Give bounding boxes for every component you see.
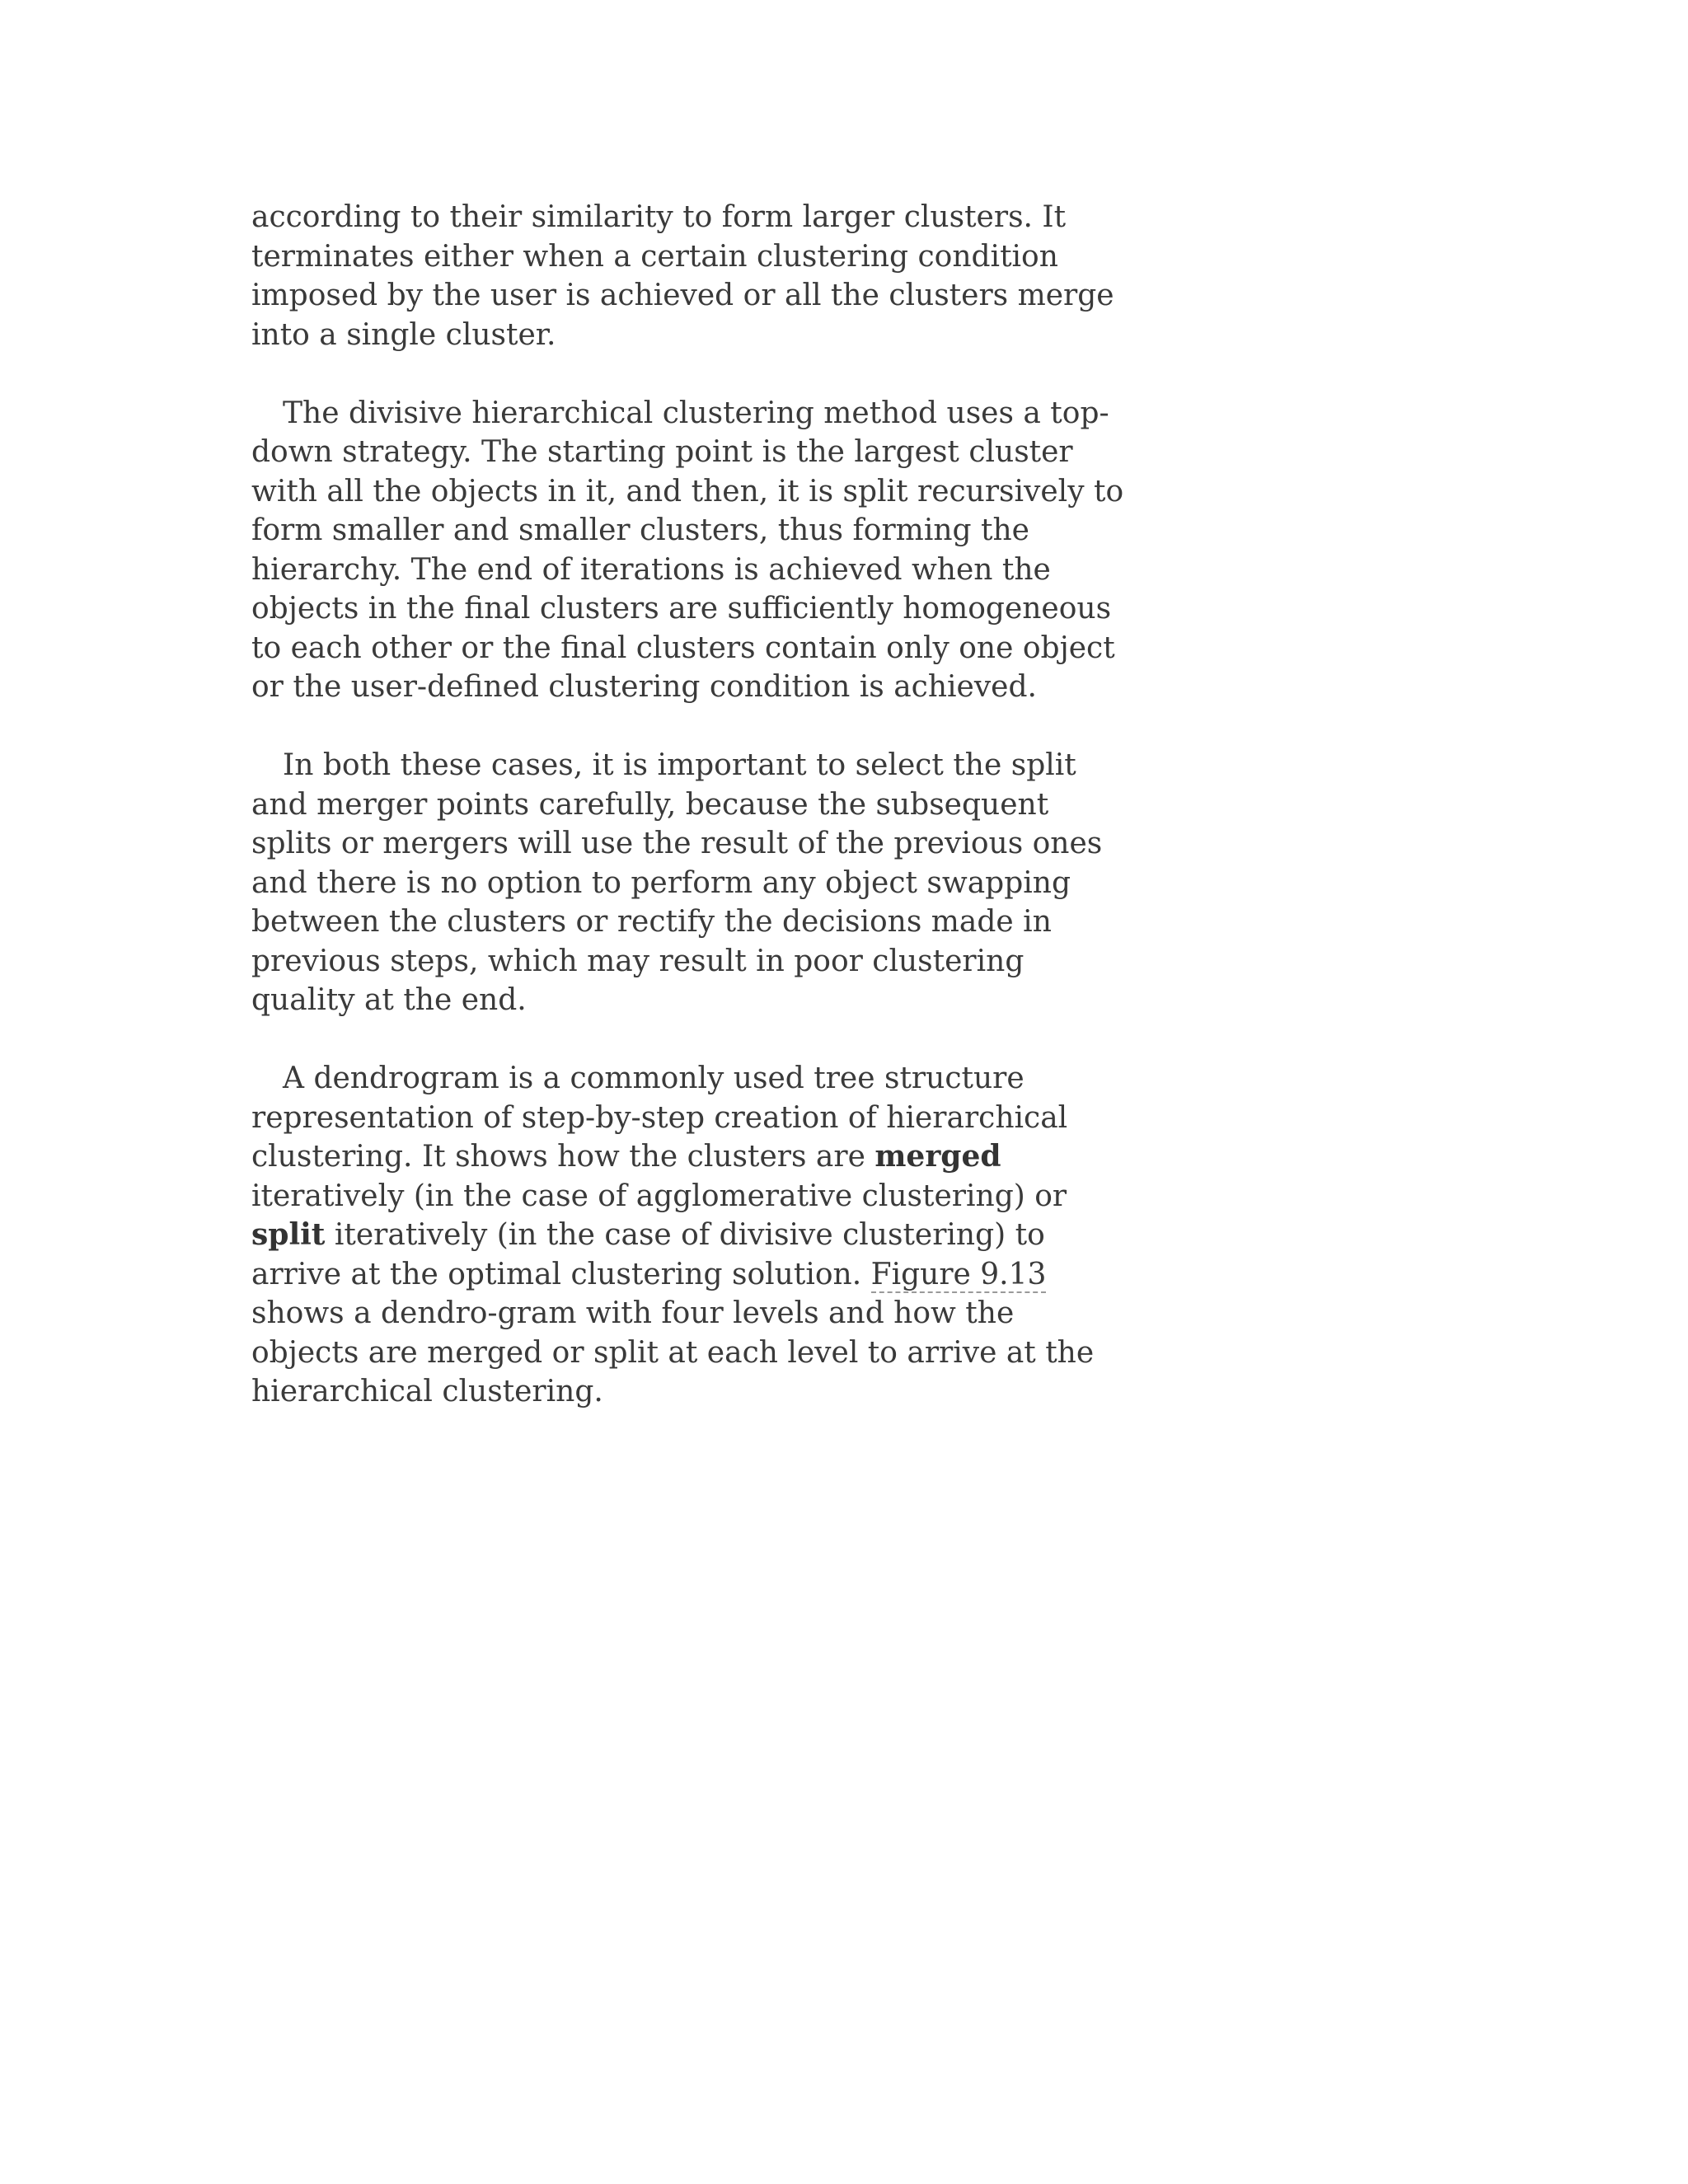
text-line: and there is no option to perform any object swapping bbox=[251, 865, 1071, 900]
text-line: In both these cases, it is important to select the split bbox=[283, 748, 1076, 782]
document-page bbox=[251, 198, 1124, 1451]
text-line bbox=[251, 1255, 1047, 1295]
text-line: representation of step-by-step creation of hierarchical bbox=[251, 1100, 1068, 1135]
bold-term-merged: merged bbox=[874, 1139, 1001, 1174]
text-line: The divisive hierarchical clustering method uses a top- bbox=[283, 396, 1109, 430]
text-segment: arrive at the optimal clustering solution. bbox=[251, 1257, 871, 1291]
paragraph-agglomerative-end bbox=[251, 198, 1114, 354]
paragraph-split-merge-points bbox=[251, 746, 1103, 1020]
text-line: form smaller and smaller clusters, thus forming the bbox=[251, 513, 1029, 547]
text-segment: clustering. It shows how the clusters are bbox=[251, 1140, 875, 1174]
text-line: imposed by the user is achieved or all the clusters merge bbox=[251, 279, 1114, 312]
text-line: down strategy. The starting point is the largest cluster bbox=[251, 435, 1073, 469]
text-line: iteratively (in the case of agglomerative clustering) or bbox=[251, 1179, 1067, 1213]
text-line: into a single cluster. bbox=[251, 317, 556, 352]
text-line: A dendrogram is a commonly used tree structure bbox=[283, 1062, 1025, 1095]
text-line: and merger points carefully, because the subsequent bbox=[251, 787, 1049, 822]
text-line bbox=[251, 1216, 1043, 1255]
text-line: with all the objects in it, and then, it is split recursively to bbox=[251, 474, 1124, 509]
text-line: previous steps, which may result in poor clustering bbox=[251, 944, 1025, 978]
text-line: to each other or the final clusters contain only one object bbox=[251, 630, 1115, 665]
paragraph-dendrogram bbox=[251, 1059, 1095, 1412]
text-line bbox=[251, 1137, 1043, 1177]
text-line: hierarchical clustering. bbox=[251, 1375, 603, 1408]
text-line: splits or mergers will use the result of the previous ones bbox=[251, 827, 1103, 860]
text-line: shows a dendro-gram with four levels and how the bbox=[251, 1296, 1015, 1330]
text-segment: iteratively (in the case of divisive clustering) to bbox=[325, 1218, 1045, 1252]
text-line: quality at the end. bbox=[251, 983, 527, 1017]
text-line: hierarchy. The end of iterations is achieved when the bbox=[251, 552, 1051, 587]
text-line: according to their similarity to form larger clusters. It bbox=[251, 200, 1067, 234]
text-line: objects are merged or split at each level to arrive at the bbox=[251, 1335, 1095, 1370]
text-line: or the user-defined clustering condition is achieved. bbox=[251, 670, 1037, 704]
text-line: between the clusters or rectify the decisions made in bbox=[251, 905, 1052, 939]
text-line: objects in the final clusters are sufficiently homogeneous bbox=[251, 592, 1112, 626]
bold-term-split: split bbox=[251, 1217, 326, 1252]
text-line: terminates either when a certain clustering condition bbox=[251, 239, 1058, 274]
figure-reference-link[interactable]: Figure 9.13 bbox=[870, 1257, 1047, 1291]
paragraph-divisive bbox=[251, 394, 1124, 707]
